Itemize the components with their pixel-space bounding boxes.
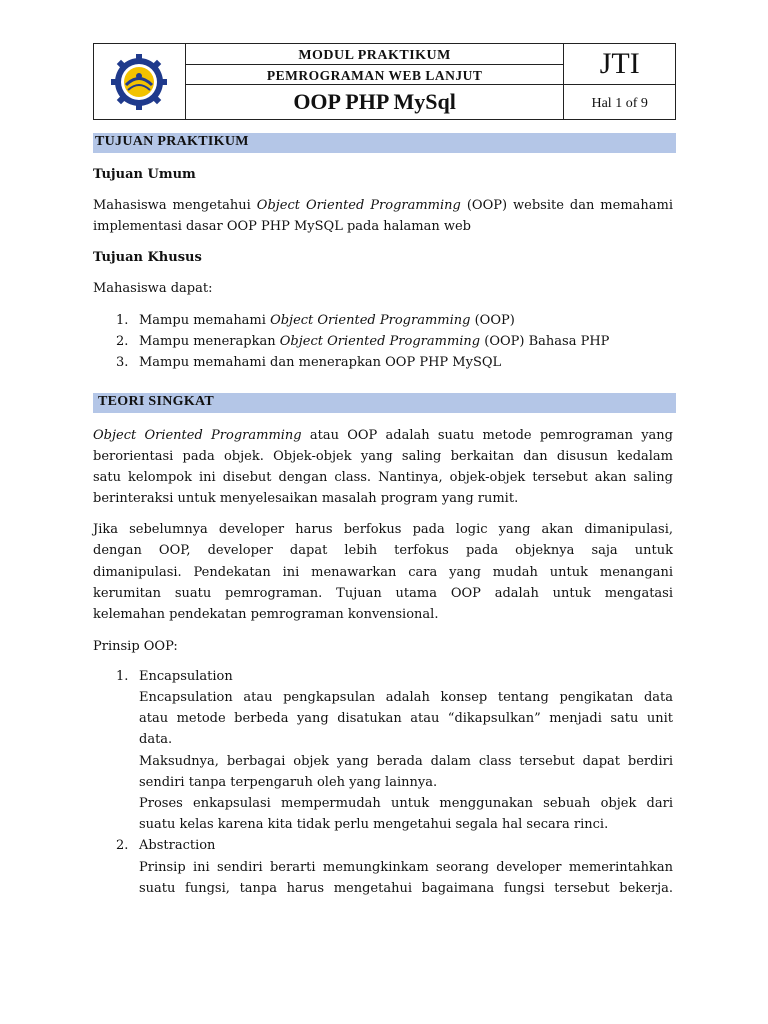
university-logo-icon: [109, 52, 169, 112]
teori-p2-line-3: dimanipulasi. Pendekatan ini menawarkan cara yang mudah untuk menangani: [93, 565, 673, 580]
encapsulation-line-1: Encapsulation atau pengkapsulan adalah konsep tentang pengikatan data: [139, 690, 673, 705]
abstraction-line-2: suatu fungsi, tanpa harus mengetahui bagaimana fungsi tersebut bekerja.: [139, 881, 673, 896]
list-number: 3.: [116, 355, 129, 370]
doc-title-cell: [185, 85, 564, 120]
teori-p1-line-2: berorientasi pada objek. Objek-objek yang saling berkaitan dan disusun kedalam: [93, 449, 673, 464]
teori-p2-line-5: kelemahan pendekatan pemrograman konvensional.: [93, 607, 439, 622]
tujuan-khusus-heading: Tujuan Khusus: [93, 250, 202, 265]
doc-title: OOP PHP MySql: [293, 89, 456, 114]
list-number: 1.: [116, 669, 129, 684]
list-item: Mampu memahami Object Oriented Programming (OOP): [139, 313, 515, 328]
teori-p1-line-3: satu kelompok ini disebut dengan class. Nantinya, objek-objek tersebut akan saling: [93, 470, 673, 485]
page-number-cell: [564, 85, 676, 120]
encapsulation-line-2: atau metode berbeda yang disatukan atau “dikapsulkan” menjadi satu unit: [139, 711, 673, 726]
prinsip-heading: Prinsip OOP:: [93, 639, 178, 654]
list-number: 2.: [116, 838, 129, 853]
tujuan-khusus-intro: Mahasiswa dapat:: [93, 281, 213, 296]
jti-label: JTI: [599, 47, 640, 80]
section-teori-bar: [93, 393, 676, 413]
encapsulation-line-5: sendiri tanpa terpengaruh oleh yang lainnya.: [139, 775, 438, 790]
encapsulation-line-6: Proses enkapsulasi mempermudah untuk menggunakan sebuah objek dari: [139, 796, 673, 811]
list-number: 1.: [116, 313, 129, 328]
list-number: 2.: [116, 334, 129, 349]
logo-cell: [94, 44, 186, 120]
module-label: MODUL PRAKTIKUM: [298, 48, 451, 63]
header-table: [93, 43, 676, 120]
teori-p1-line-1: Object Oriented Programming atau OOP adalah suatu metode pemrograman yang: [93, 428, 674, 443]
abstraction-line-1: Prinsip ini sendiri berarti memungkinkam seorang developer memerintahkan: [139, 860, 673, 875]
tujuan-umum-heading: Tujuan Umum: [93, 167, 196, 182]
course-name-cell: [185, 65, 564, 85]
teori-p1-line-4: berinteraksi untuk menyelesaikan masalah program yang rumit.: [93, 491, 519, 506]
encapsulation-line-4: Maksudnya, berbagai objek yang berada dalam class tersebut dapat berdiri: [139, 754, 673, 769]
list-item: Mampu menerapkan Object Oriented Programming (OOP) Bahasa PHP: [139, 334, 610, 349]
encapsulation-line-7: suatu kelas karena kita tidak perlu mengetahui segala hal secara rinci.: [139, 817, 609, 832]
page-number: Hal 1 of 9: [591, 96, 648, 111]
tujuan-umum-line-1: Mahasiswa mengetahui Object Oriented Programming (OOP) website dan memahami: [93, 198, 674, 213]
tujuan-umum-line-2: implementasi dasar OOP PHP MySQL pada halaman web: [93, 219, 472, 234]
jti-cell: [564, 44, 676, 85]
module-label-cell: [185, 44, 564, 65]
abstraction-title: Abstraction: [139, 838, 216, 853]
course-name: PEMROGRAMAN WEB LANJUT: [266, 68, 483, 83]
section-tujuan-bar: [93, 133, 676, 153]
list-item: Mampu memahami dan menerapkan OOP PHP MySQL: [139, 355, 502, 370]
teori-p2-line-4: kerumitan suatu pemrograman. Tujuan utama OOP adalah untuk mengatasi: [93, 586, 673, 601]
teori-p2-line-1: Jika sebelumnya developer harus berfokus pada logic yang akan dimanipulasi,: [93, 522, 673, 537]
section-teori-heading: TEORI SINGKAT: [98, 394, 215, 409]
encapsulation-line-3: data.: [139, 732, 173, 747]
section-tujuan-heading: TUJUAN PRAKTIKUM: [95, 134, 249, 149]
teori-p2-line-2: dengan OOP, developer dapat lebih terfokus pada objeknya saja untuk: [93, 543, 673, 558]
encapsulation-title: Encapsulation: [139, 669, 233, 684]
